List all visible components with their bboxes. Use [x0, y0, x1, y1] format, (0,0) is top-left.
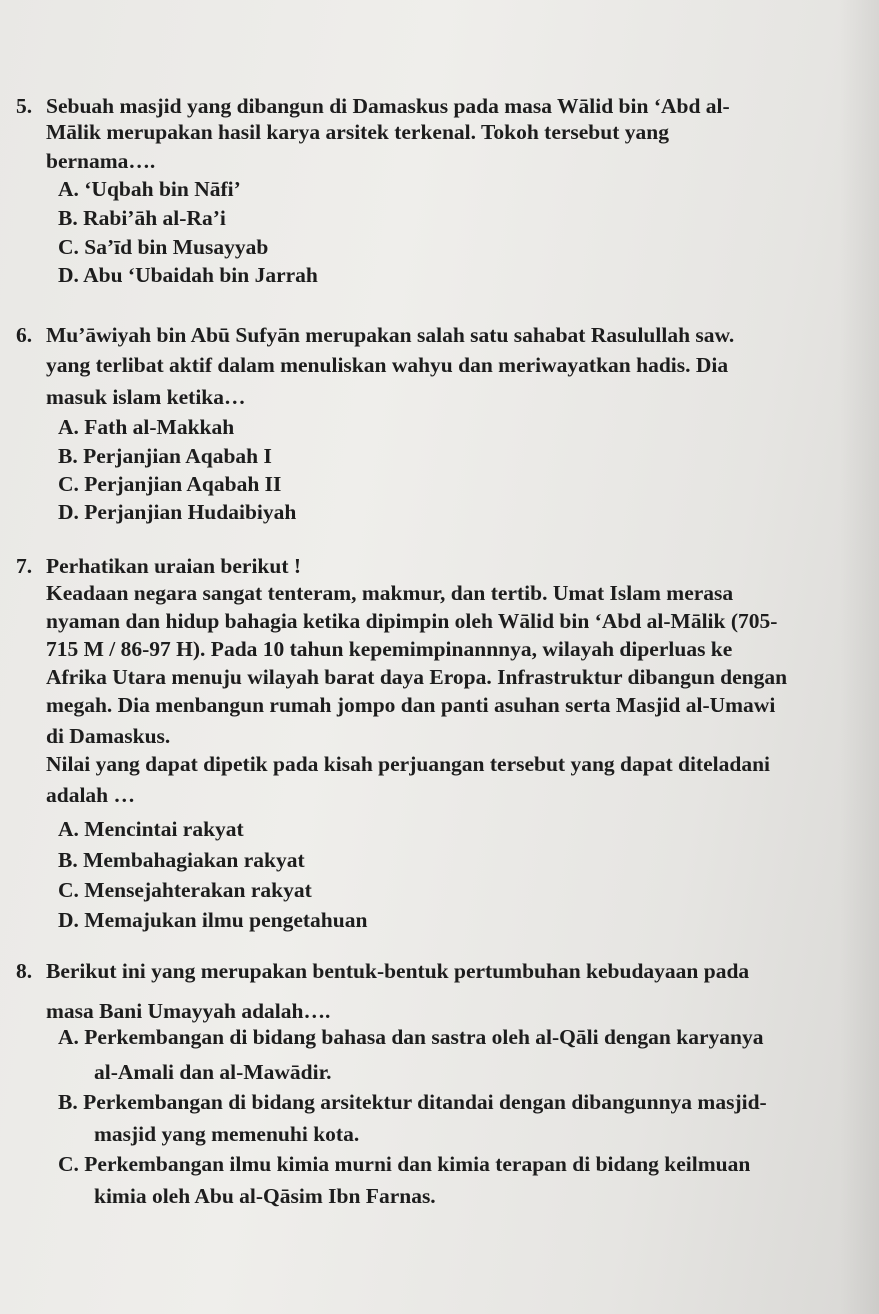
question-7-option-b: B. Membahagiakan rakyat	[58, 848, 305, 872]
question-6-number: 6.	[16, 323, 33, 347]
question-5-number: 5.	[16, 94, 33, 118]
question-7-passage-line: nyaman dan hidup bahagia ketika dipimpin oleh Wālid bin ‘Abd al-Mālik (705-	[46, 609, 778, 633]
question-6-stem-line: Mu’āwiyah bin Abū Sufyān merupakan salah satu sahabat Rasulullah saw.	[46, 323, 735, 347]
question-5-stem-line: Sebuah masjid yang dibangun di Damaskus pada masa Wālid bin ‘Abd al-	[46, 94, 730, 118]
question-7-passage-line: megah. Dia menbangun rumah jompo dan panti asuhan serta Masjid al-Umawi	[46, 693, 776, 717]
question-7-heading: Perhatikan uraian berikut !	[46, 554, 302, 578]
question-7-stem-line: adalah …	[46, 783, 136, 807]
question-8-option-a-cont: al-Amali dan al-Mawādir.	[94, 1060, 332, 1084]
question-7-number: 7.	[16, 554, 33, 578]
question-8-option-b: B. Perkembangan di bidang arsitektur ditandai dengan dibangunnya masjid-	[58, 1090, 767, 1114]
question-8-option-a: A. Perkembangan di bidang bahasa dan sastra oleh al-Qāli dengan karyanya	[58, 1025, 764, 1049]
question-8-option-c-cont: kimia oleh Abu al-Qāsim Ibn Farnas.	[94, 1184, 436, 1208]
question-5-stem-line: bernama….	[46, 149, 156, 173]
question-6-stem-line: masuk islam ketika…	[46, 385, 246, 409]
question-8-option-b-cont: masjid yang memenuhi kota.	[94, 1122, 360, 1146]
question-7-passage-line: Afrika Utara menuju wilayah barat daya Eropa. Infrastruktur dibangun dengan	[46, 665, 788, 689]
question-6-option-a: A. Fath al-Makkah	[58, 415, 235, 439]
question-6-stem-line: yang terlibat aktif dalam menuliskan wahyu dan meriwayatkan hadis. Dia	[46, 353, 729, 377]
page-edge-shadow	[839, 0, 879, 1314]
question-6-option-c: C. Perjanjian Aqabah II	[58, 472, 282, 496]
question-7-stem-line: Nilai yang dapat dipetik pada kisah perjuangan tersebut yang dapat diteladani	[46, 752, 770, 776]
question-7-passage-line: Keadaan negara sangat tenteram, makmur, dan tertib. Umat Islam merasa	[46, 581, 734, 605]
question-7-passage-line: di Damaskus.	[46, 724, 171, 748]
question-5-option-a: A. ‘Uqbah bin Nāfi’	[58, 177, 241, 201]
question-7-option-a: A. Mencintai rakyat	[58, 817, 244, 841]
question-8-stem-line: Berikut ini yang merupakan bentuk-bentuk pertumbuhan kebudayaan pada	[46, 959, 750, 983]
question-6-option-d: D. Perjanjian Hudaibiyah	[58, 500, 297, 524]
question-8-number: 8.	[16, 959, 33, 983]
question-5-option-b: B. Rabi’āh al-Ra’i	[58, 206, 226, 230]
question-7-option-d: D. Memajukan ilmu pengetahuan	[58, 908, 368, 932]
question-8-stem-line: masa Bani Umayyah adalah….	[46, 999, 331, 1023]
question-7-passage-line: 715 M / 86-97 H). Pada 10 tahun kepemimpinannnya, wilayah diperluas ke	[46, 637, 733, 661]
question-5-option-d: D. Abu ‘Ubaidah bin Jarrah	[58, 263, 318, 287]
question-6-option-b: B. Perjanjian Aqabah I	[58, 444, 272, 468]
question-8-option-c: C. Perkembangan ilmu kimia murni dan kimia terapan di bidang keilmuan	[58, 1152, 751, 1176]
question-5-stem-line: Mālik merupakan hasil karya arsitek terkenal. Tokoh tersebut yang	[46, 120, 669, 144]
question-7-option-c: C. Mensejahterakan rakyat	[58, 878, 312, 902]
question-5-option-c: C. Sa’īd bin Musayyab	[58, 235, 269, 259]
